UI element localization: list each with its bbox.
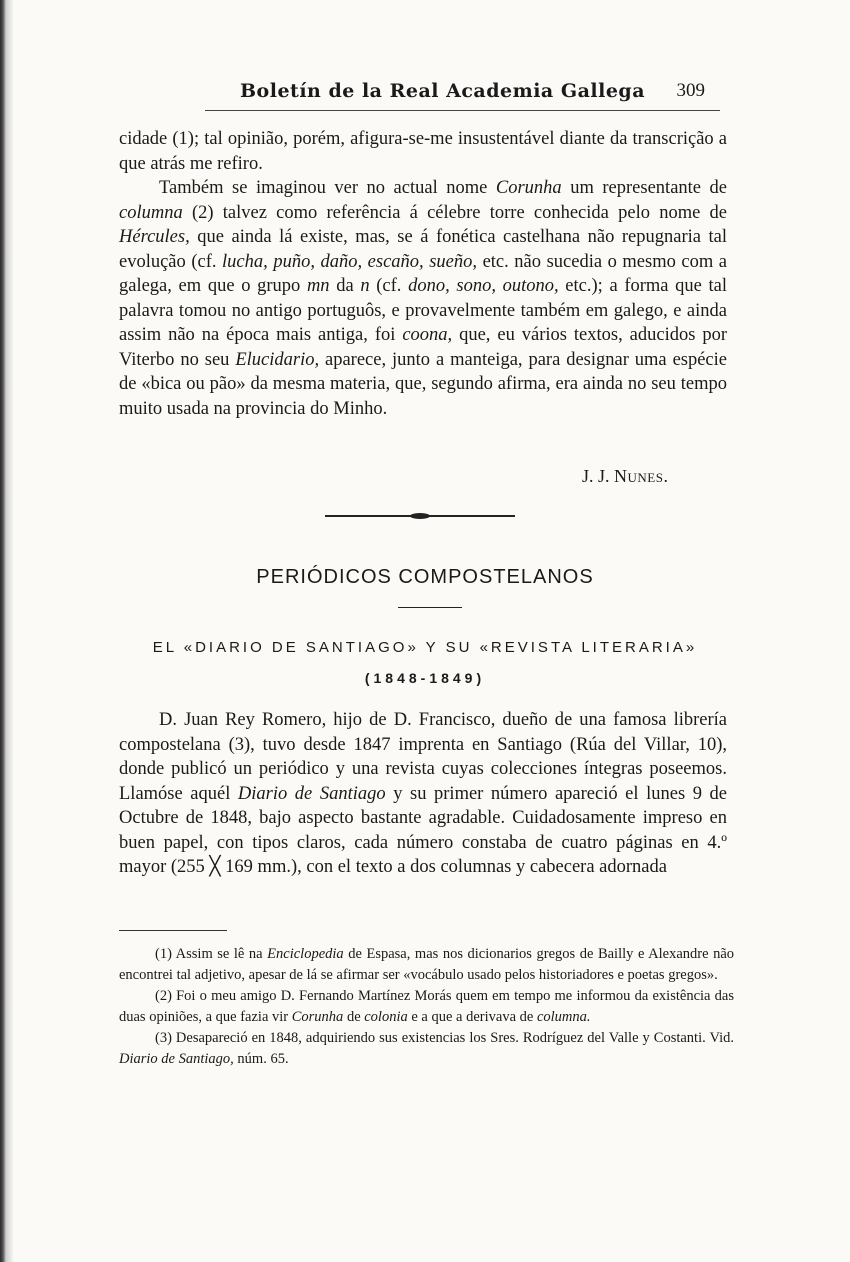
footnote-1: (1) Assim se lê na Enciclopedia de Espasa, mas nos dicionarios gregos de Bailly e Alexandre não encontrei tal adjetivo, apesar de lá se afirmar ser «vocábulo usado pelos historiadores e poetas gregos».	[119, 946, 735, 983]
footnote-3: (3) Desapareció en 1848, adquiriendo sus existencias los Sres. Rodríguez del Valle y Costanti. Vid. Diario de Santiago, núm. 65.	[119, 1030, 734, 1067]
article2-paragraph-1: D. Juan Rey Romero, hijo de D. Francisco, dueño de una famosa librería compostelana (3), tuvo desde 1847 imprenta en Santiago (Rúa del Villar, 10), donde publicó un periódico y una revista cuyas colecciones íntegras poseemos. Llamóse aquél Diario de Santiago y su primer número apareció el lunes 9 de Octubre de 1848, bajo aspecto bastante agradable. Cuidadosamente impreso en buen papel, con tipos claros, cada número constaba de cuatro páginas en 4.º mayor (255 ╳ 169 mm.), con el texto a dos columnas y cabecera adornada	[119, 710, 727, 877]
page-number: 309	[676, 80, 705, 101]
header-rule	[205, 110, 720, 111]
footnote-rule	[119, 930, 227, 931]
journal-title: Boletín de la Real Academia Gallega	[240, 80, 646, 102]
article-title: PERIÓDICOS COMPOSTELANOS	[256, 566, 594, 588]
author-signature: J. J. Nunes.	[582, 466, 669, 486]
running-header	[240, 80, 705, 108]
article2-body	[119, 708, 727, 880]
footnote-2: (2) Foi o meu amigo D. Fernando Martínez Morás quem em tempo me informou da existência das duas opiniões, a que fazia vir Corunha de colonia e a que a derivava de columna.	[119, 988, 734, 1025]
scan-binding-edge	[0, 0, 14, 1262]
article1-body	[119, 127, 727, 421]
title-rule	[398, 607, 462, 608]
article-years: (1848-1849)	[364, 670, 486, 686]
article1-paragraph-1: cidade (1); tal opinião, porém, afigura-se-me insustentável diante da transcrição a que atrás me refiro.	[119, 129, 727, 174]
section-divider	[325, 513, 515, 519]
article-subtitle: EL «DIARIO DE SANTIAGO» Y SU «REVISTA LITERARIA»	[152, 639, 698, 656]
footnotes	[119, 944, 734, 1070]
article1-paragraph-2: Também se imaginou ver no actual nome Corunha um representante de columna (2) talvez como referência á célebre torre conhecida pelo nome de Hércules, que ainda lá existe, mas, se á fonética castelhana não repugnaria tal evolução (cf. lucha, puño, daño, escaño, sueño, etc. não sucedia o mesmo com a galega, em que o grupo mn da n (cf. dono, sono, outono, etc.); a forma que tal palavra tomou no antigo portuguôs, e provavelmente também em galego, e ainda assim não na época mais antiga, foi coona, que, eu vários textos, aducidos por Viterbo no seu Elucidario, aparece, junto a manteiga, para designar uma espécie de «bica ou pão» da mesma materia, que, segundo afirma, era ainda no seu tempo muito usada na provincia do Minho.	[119, 178, 728, 419]
